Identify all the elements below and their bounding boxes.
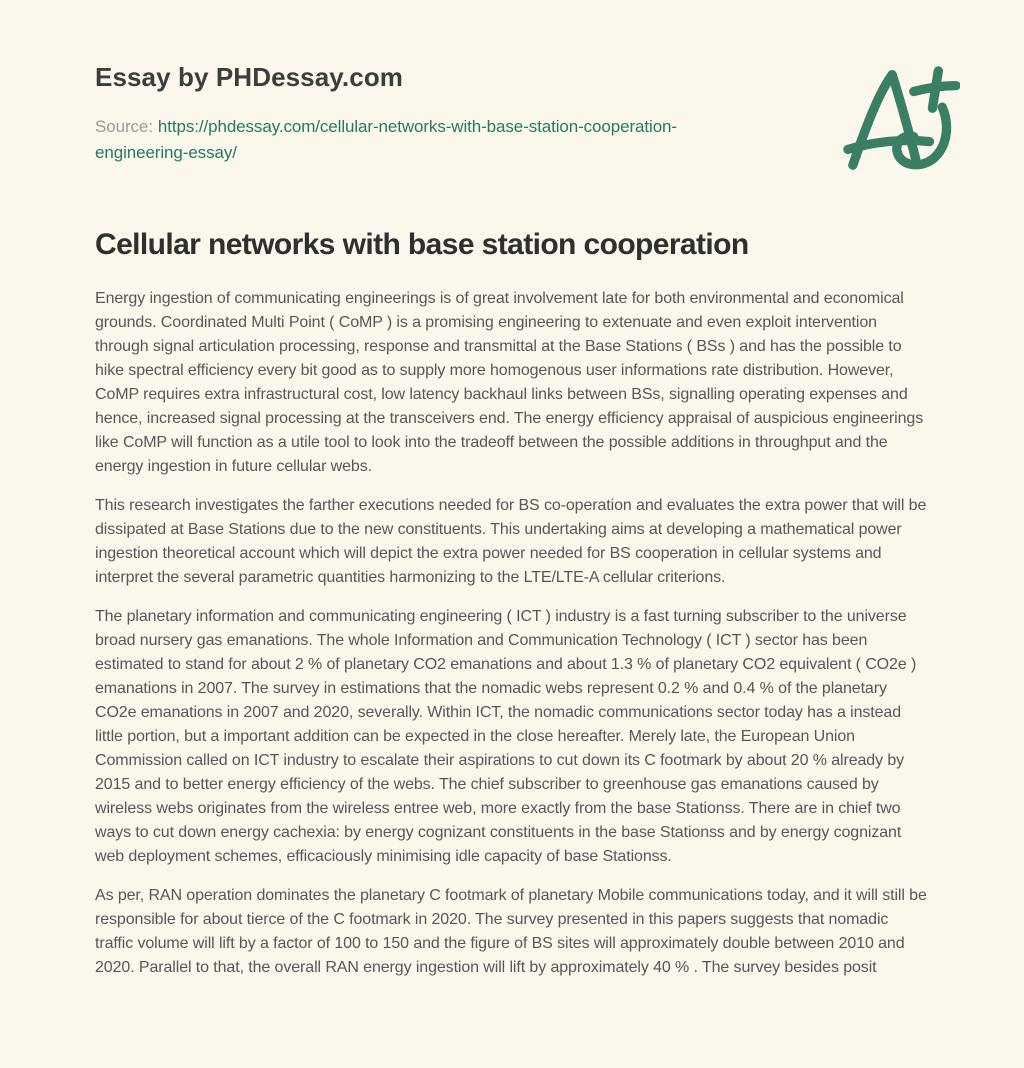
essay-paragraph-4: As per, RAN operation dominates the planetary C footmark of planetary Mobile communications today, and it will still be responsible for about tierce of the C footmark in 2020. The survey presented in this papers suggests that nomadic traffic volume will lift by a factor of 100 to 150 and the figure of BS sites will approximately double between 2010 and 2020. Parallel to that, the overall RAN energy ingestion will lift by approximately 40 % . The survey besides posit <box>95 887 927 976</box>
essay-paragraph-2: This research investigates the farther executions needed for BS co-operation and evaluates the extra power that will be dissipated at Base Stations due to the new constituents. This undertaking aims at developing a mathematical power ingestion theoretical account which will depict the extra power needed for BS cooperation in cellular systems and interpret the several parametric quantities harmonizing to the LTE/LTE-A cellular criterions. <box>95 497 927 586</box>
essay-paragraph-1: Energy ingestion of communicating engineerings is of great involvement late for both environmental and economical grounds. Coordinated Multi Point ( CoMP ) is a promising engineering to extenuate and even exploit intervention through signal articulation processing, response and transmittal at the Base Stations ( BSs ) and has the possible to hike spectral efficiency every bit good as to supply more homogenous user informations rate distribution. However, CoMP requires extra infrastructural cost, low latency backhaul links between BSs, signalling operating expenses and hence, increased signal processing at the transceivers end. The energy efficiency appraisal of auspicious engineerings like CoMP will function as a utile tool to look into the tradeoff between the possible additions in throughput and the energy ingestion in future cellular webs. <box>95 290 924 475</box>
source-link[interactable]: https://phdessay.com/cellular-networks-with-base-station-cooperation-engineering-essay/ <box>95 117 677 162</box>
essay-content <box>95 0 929 995</box>
source-line <box>95 114 767 166</box>
essay-body <box>95 287 929 980</box>
source-label: Source: <box>95 117 153 136</box>
page-title: Essay by PHDessay.com <box>95 62 404 92</box>
essay-title: Cellular networks with base station cooperation <box>95 228 749 261</box>
essay-paragraph-3: The planetary information and communicating engineering ( ICT ) industry is a fast turning subscriber to the universe broad nursery gas emanations. The whole Information and Communication Technology ( ICT ) sector has been estimated to stand for about 2 % of planetary CO2 emanations and about 1.3 % of planetary CO2 equivalent ( CO2e ) emanations in 2007. The survey in estimations that the nomadic webs represent 0.2 % and 0.4 % of the planetary CO2e emanations in 2007 and 2020, severally. Within ICT, the nomadic communications sector today has a instead little portion, but a important addition can be expected in the close hereafter. Merely late, the European Union Commission called on ICT industry to escalate their aspirations to cut down its C footmark by about 20 % already by 2015 and to better energy efficiency of the webs. The chief subscriber to greenhouse gas emanations caused by wireless webs originates from the wireless entree web, more exactly from the base Stationss. There are in chief two ways to cut down energy cachexia: by energy cognizant constituents in the base Stationss and by energy cognizant web deployment schemes, efficaciously minimising idle capacity of base Stationss. <box>95 608 917 865</box>
